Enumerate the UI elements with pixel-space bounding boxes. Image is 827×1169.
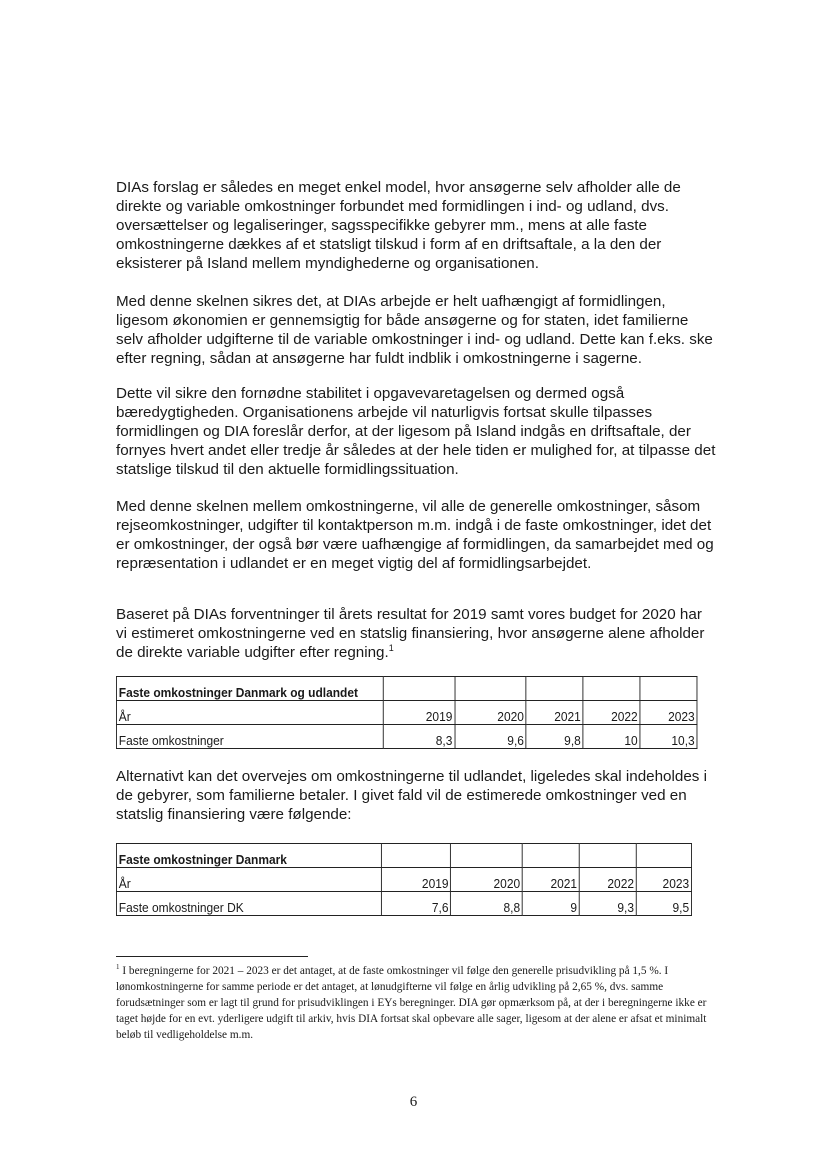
value-cell: 9 — [522, 892, 579, 916]
year-cell: 2020 — [451, 868, 523, 892]
year-cell: 2023 — [636, 868, 691, 892]
year-label: År — [116, 701, 383, 725]
row-label: Faste omkostninger — [116, 725, 383, 749]
footnote-text: I beregningerne for 2021 – 2023 er det antaget, at de faste omkostninger vil følge den generelle prisudvikling på 1,5 %. I lønomkostningerne for samme periode er det antaget, at lønudgifterne vil følge en årlig udvikling på 2,65 %, dvs. samme forudsætninger som er lagt til grund for prisudviklingen i EYs beregninger. DIA gør opmærksom på, at der i beregningerne ikke er taget højde for en evt. yderligere udgift til arkiv, hvis DIA fortsat skal opbevare alle sager, ligesom at der alene er afsat et minimalt beløb til vedligeholdelse m.m. — [116, 965, 707, 1041]
value-cell: 7,6 — [381, 892, 451, 916]
footnote — [116, 963, 716, 1043]
value-cell: 9,8 — [526, 725, 583, 749]
fixed-costs-dk-abroad-table — [116, 676, 697, 749]
value-cell: 10 — [583, 725, 640, 749]
year-cell: 2019 — [383, 701, 455, 725]
value-cell: 10,3 — [640, 725, 697, 749]
year-cell: 2021 — [522, 868, 579, 892]
value-cell: 9,5 — [636, 892, 691, 916]
year-label: År — [116, 868, 381, 892]
footnote-separator — [116, 956, 308, 957]
year-cell: 2020 — [455, 701, 527, 725]
value-cell: 8,3 — [383, 725, 455, 749]
year-cell: 2019 — [381, 868, 451, 892]
table-row — [116, 701, 697, 725]
row-label: Faste omkostninger DK — [116, 892, 381, 916]
table-title: Faste omkostninger Danmark — [116, 844, 381, 868]
paragraph-stability: Dette vil sikre den fornødne stabilitet i opgavevaretagelsen og dermed også bæredygtigheden. Organisationens arbejde vil naturligvis fortsat skulle tilpasses formidlingen og DIA foreslår derfor, at der ligesom på Island indgås en driftsaftale, der fornyes hvert andet eller tredje år således at der hele tiden er mulighed for, at tilpasse det statslige tilskud til den aktuelle formidlingssituation. — [116, 385, 716, 478]
paragraph-alternative: Alternativt kan det overvejes om omkostningerne til udlandet, ligeledes skal indeholdes i de gebyrer, som familierne betaler. I givet fald vil de estimerede omkostninger ved en statslig finansiering være følgende: — [116, 768, 707, 823]
year-cell: 2023 — [640, 701, 697, 725]
fixed-costs-dk-table — [116, 843, 692, 916]
paragraph-general-costs: Med denne skelnen mellem omkostningerne, vil alle de generelle omkostninger, såsom rejseomkostninger, udgifter til kontaktperson m.m. indgå i de faste omkostninger, idet det er omkostninger, der også bør være uafhængige af formidlingen, da samarbejdet med og repræsentation i udlandet er en meget vigtig del af formidlingsarbejdet. — [116, 498, 714, 572]
table-row — [116, 725, 697, 749]
value-cell: 9,3 — [579, 892, 636, 916]
value-cell: 8,8 — [451, 892, 523, 916]
page-number: 6 — [409, 1094, 418, 1110]
paragraph-independence: Med denne skelnen sikres det, at DIAs arbejde er helt uafhængigt af formidlingen, ligesom økonomien er gennemsigtig for både ansøgerne og for staten, idet familierne selv afholder udgifterne til de variable omkostninger i ind- og udland. Dette kan f.eks. ske efter regning, sådan at ansøgerne har fuldt indblik i omkostningerne i sagerne. — [116, 293, 713, 367]
table-row — [116, 892, 691, 916]
year-cell: 2021 — [526, 701, 583, 725]
year-cell: 2022 — [579, 868, 636, 892]
year-cell: 2022 — [583, 701, 640, 725]
paragraph-estimate — [116, 605, 716, 662]
table-title: Faste omkostninger Danmark og udlandet — [116, 677, 383, 701]
paragraph-estimate-text: Baseret på DIAs forventninger til årets resultat for 2019 samt vores budget for 2020 har vi estimeret omkostningerne ved en statslig finansiering, hvor ansøgerne alene afholder de direkte variable udgifter efter regning. — [116, 606, 705, 661]
footnote-marker: 1 — [116, 963, 120, 972]
footnote-reference[interactable]: 1 — [388, 642, 394, 653]
paragraph-model: DIAs forslag er således en meget enkel model, hvor ansøgerne selv afholder alle de direkte og variable omkostninger forbundet med formidlingen i ind- og udland, dvs. oversættelser og legaliseringer, sagsspecifikke gebyrer mm., mens at alle faste omkostningerne dækkes af et statsligt tilskud i form af en driftsaftale, a la den der eksisterer på Island mellem myndighederne og organisationen. — [116, 179, 681, 272]
table-row — [116, 868, 691, 892]
value-cell: 9,6 — [455, 725, 527, 749]
